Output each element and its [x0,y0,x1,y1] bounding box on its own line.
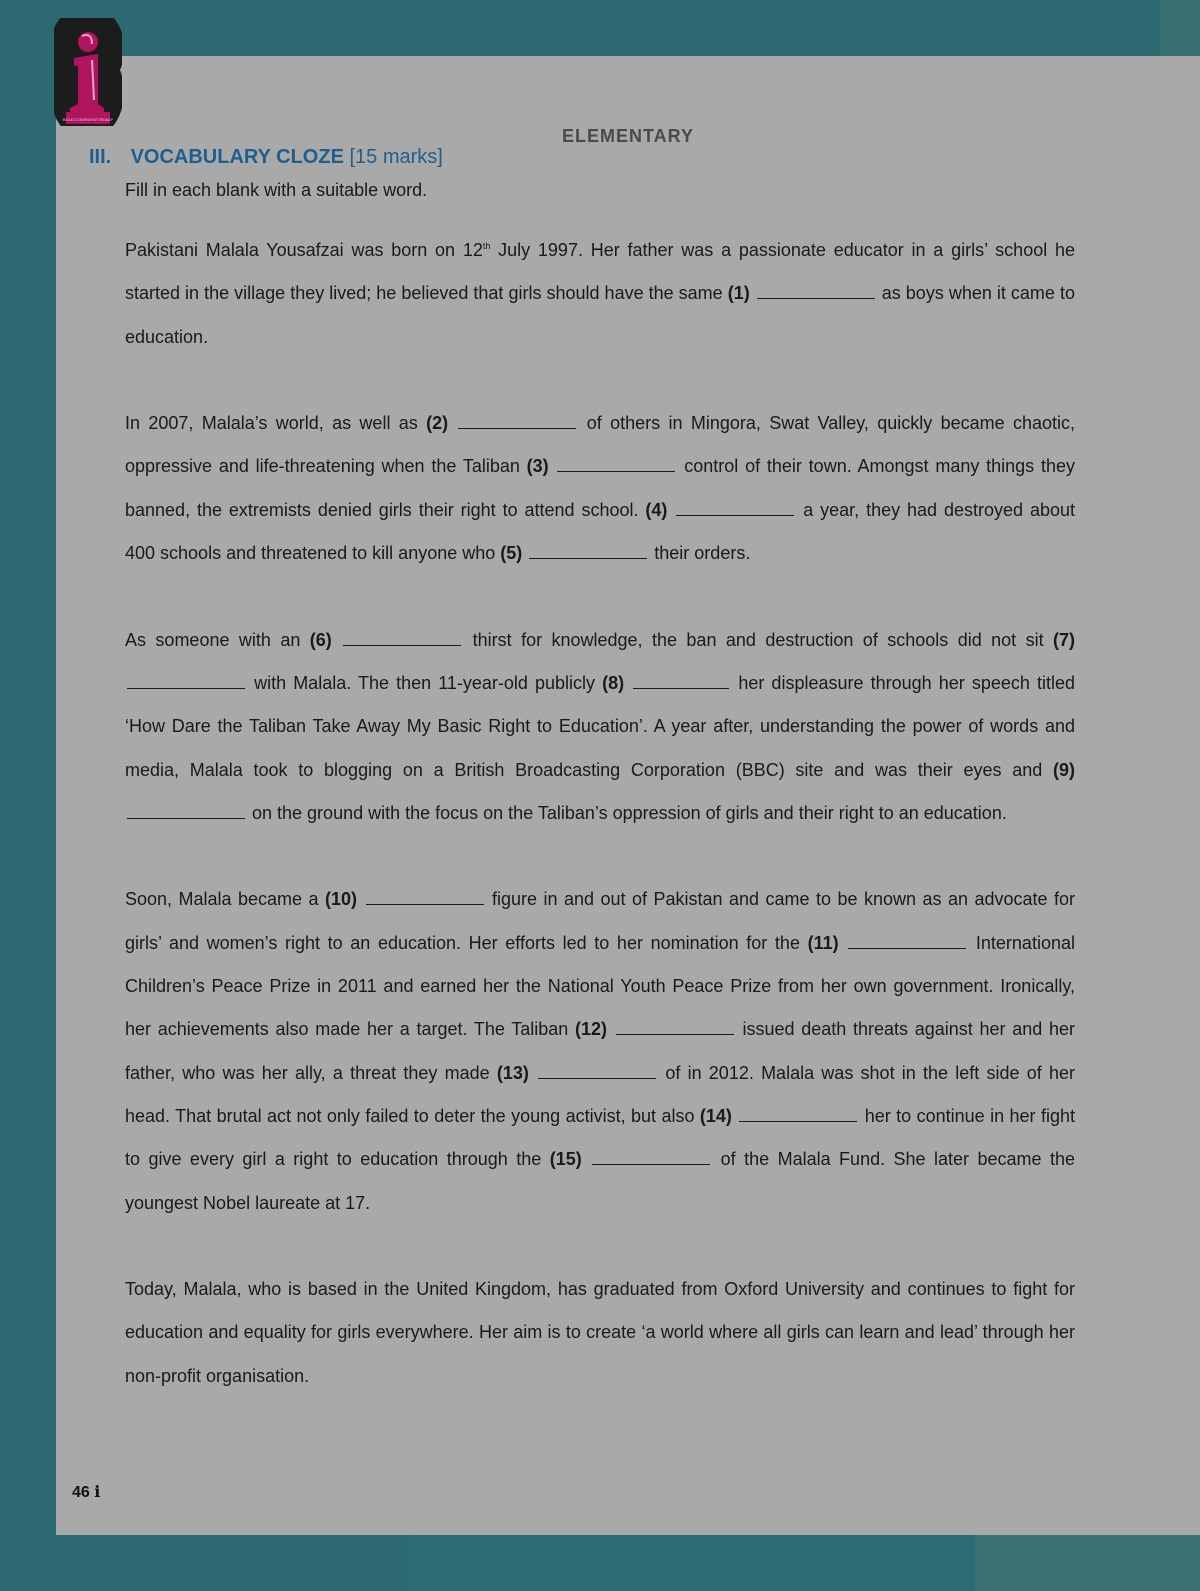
instruction-text: Fill in each blank with a suitable word. [125,180,428,200]
blank-number-14: (14) [699,1105,732,1126]
text: her to continue in her fight to give every girl a right to education through the [125,1105,1075,1170]
blank-15[interactable] [592,1150,710,1165]
blank-number-15: (15) [549,1149,582,1170]
blank-7[interactable] [127,674,245,689]
blank-8[interactable] [633,674,729,689]
text: of others in Mingora, Swat Valley, quickly became chaotic, oppressive and life-threatening when the Taliban [125,413,1075,477]
text: their orders. [649,543,751,564]
blank-number-1: (1) [727,283,750,304]
brand-i-icon: i [94,1482,101,1501]
i-logo-icon [54,18,122,126]
text: As someone with an [125,629,310,650]
blank-number-8: (8) [602,672,625,693]
background-panel [1160,0,1200,56]
paragraph-4 [125,878,1075,1224]
text: as boys when it came to education. [125,283,1075,347]
blank-12[interactable] [616,1020,734,1035]
blank-5[interactable] [529,544,647,559]
blank-1[interactable] [757,284,875,299]
text: International Children’s Peace Prize in 2011 and earned her the National Youth Peace Prize from her own government. Ironically, her achievements also made her a target. The Taliban [125,932,1075,1040]
page-number-text: 46 [72,1484,90,1501]
text: a year, they had destroyed about 400 schools and threatened to kill anyone who [125,499,1075,564]
blank-number-7: (7) [1053,629,1076,650]
blank-11[interactable] [848,934,966,949]
background-panel [410,1535,975,1591]
text: control of their town. Amongst many things they banned, the extremists denied girls their right to attend school. [125,456,1075,520]
blank-number-11: (11) [807,932,839,953]
blank-9[interactable] [127,804,245,819]
blank-14[interactable] [739,1107,857,1122]
blank-number-12: (12) [575,1019,608,1040]
section-name: VOCABULARY CLOZE [130,146,344,168]
svg-text:BOLD CONFIDENT READY: BOLD CONFIDENT READY [62,117,114,122]
blank-number-13: (13) [496,1062,529,1083]
paragraph-5: Today, Malala, who is based in the United Kingdom, has graduated from Oxford University and continues to fight for education and equality for girls everywhere. Her aim is to create ‘a world where all girls can learn and lead’ through her non-profit organisation. [125,1279,1075,1386]
section-number: III. [89,146,112,168]
section-marks: [15 marks] [349,146,443,168]
paragraph-1 [125,229,1075,359]
blank-number-3: (3) [526,456,549,477]
blank-number-10: (10) [325,889,358,910]
page-number [72,1482,100,1502]
blank-number-6: (6) [309,629,332,650]
cloze-passage [125,229,1075,1441]
level-label: ELEMENTARY [561,126,694,146]
paragraph-2 [125,402,1075,575]
blank-10[interactable] [366,890,484,905]
text: figure in and out of Pakistan and came to be known as an advocate for girls’ and women’s right to an education. Her efforts led to her nomination for the [125,889,1075,953]
blank-number-2: (2) [426,413,449,434]
blank-2[interactable] [458,414,576,429]
blank-number-9: (9) [1053,759,1075,780]
blank-6[interactable] [343,631,461,646]
text: In 2007, Malala’s world, as well as [125,413,427,434]
text: issued death threats against her and her father, who was her ally, a threat they made [125,1019,1075,1083]
blank-13[interactable] [538,1064,656,1079]
text: thirst for knowledge, the ban and destruction of schools did not sit [463,629,1054,650]
blank-number-5: (5) [500,543,523,564]
text: with Malala. The then 11-year-old publicly [247,672,603,693]
blank-4[interactable] [676,501,794,516]
text: on the ground with the focus on the Taliban’s oppression of girls and their right to an education. [247,802,1007,823]
blank-number-4: (4) [645,499,668,520]
section-title [89,146,443,169]
paragraph-3 [125,619,1075,835]
level-header [56,126,1200,147]
superscript: th [482,241,491,251]
text: of the Malala Fund. She later became the youngest Nobel laureate at 17. [125,1149,1075,1213]
text: Pakistani Malala Yousafzai was born on 12 [125,240,483,260]
blank-3[interactable] [557,457,675,472]
text: her displeasure through her speech titled ‘How Dare the Taliban Take Away My Basic Right to Education’. A year after, understanding the power of words and media, Malala took to blogging on a British Broadcasting Corporation (BBC) site and was their eyes and [125,672,1075,780]
text: of in 2012. Malala was shot in the left side of her head. That brutal act not only failed to deter the young activist, but also [125,1062,1075,1126]
text: Soon, Malala became a [125,889,326,910]
background-panel [975,1535,1200,1591]
text: July 1997. Her father was a passionate educator in a girls’ school he started in the village they lived; he believed that girls should have the same [125,240,1076,304]
